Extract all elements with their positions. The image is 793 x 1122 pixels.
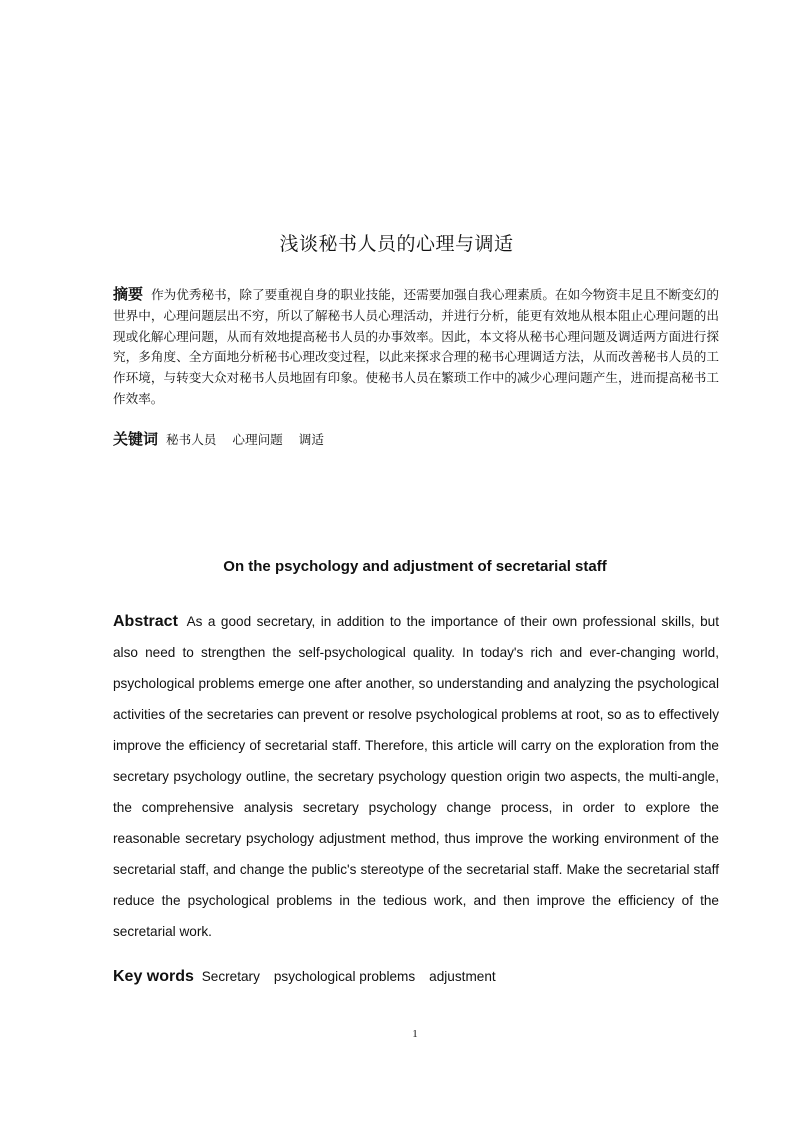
english-keyword: adjustment (429, 969, 496, 984)
chinese-keyword: 心理问题 (232, 432, 283, 447)
chinese-title: 浅谈秘书人员的心理与调适 (279, 233, 514, 255)
english-keyword: psychological problems (273, 969, 416, 984)
chinese-keyword: 调适 (298, 432, 324, 447)
chinese-abstract-label: 摘要 (113, 285, 144, 303)
english-abstract-text: As a good secretary, in addition to the importance of their own professional skills, but also need to strengthen the self-psychological quality. In today's rich and ever-changing world, psychological problems emerge one after another, so understanding and analyzing the psychological activities of the secretaries can prevent or resolve psychological problems at root, so as to effectively improve the efficiency of secretarial staff. Therefore, this article will carry on the exploration from the secretary psychology outline, the secretary psychology question origin two aspects, the multi-angle, the comprehensive analysis secretary psychology change process, in order to explore the reasonable secretary psychology adjustment method, thus improve the working environment of the secretarial staff, and change the public's stereotype of the secretarial staff. Make the secretarial staff reduce the psychological problems in the tedious work, and then improve the efficiency of the secretarial work. (113, 614, 720, 939)
english-title: On the psychology and adjustment of secretarial staff (223, 558, 607, 575)
english-abstract (113, 606, 719, 947)
chinese-keywords-label: 关键词 (113, 430, 159, 448)
english-keywords-label: Key words (113, 968, 194, 985)
english-keyword: Secretary (201, 969, 260, 984)
english-keywords (113, 968, 719, 986)
page-number: 1 (412, 1028, 418, 1040)
english-abstract-label: Abstract (113, 613, 178, 630)
chinese-keywords (113, 428, 719, 449)
chinese-abstract-text: 作为优秀秘书，除了要重视自身的职业技能，还需要加强自我心理素质。在如今物资丰足且不断变幻的世界中，心理问题层出不穷，所以了解秘书人员心理活动，并进行分析，能更有效地从根本阻止心理问题的出现或化解心理问题，从而有效地提高秘书人员的办事效率。因此，本文将从秘书心理问题及调适两方面进行探究，多角度、全方面地分析秘书心理改变过程，以此来探求合理的秘书心理调适方法，从而改善秘书人员的工作环境，与转变大众对秘书人员地固有印象。使秘书人员在繁琐工作中的减少心理问题产生，进而提高秘书工作效率。 (113, 287, 719, 406)
chinese-abstract (113, 284, 719, 410)
chinese-keyword: 秘书人员 (166, 432, 217, 447)
